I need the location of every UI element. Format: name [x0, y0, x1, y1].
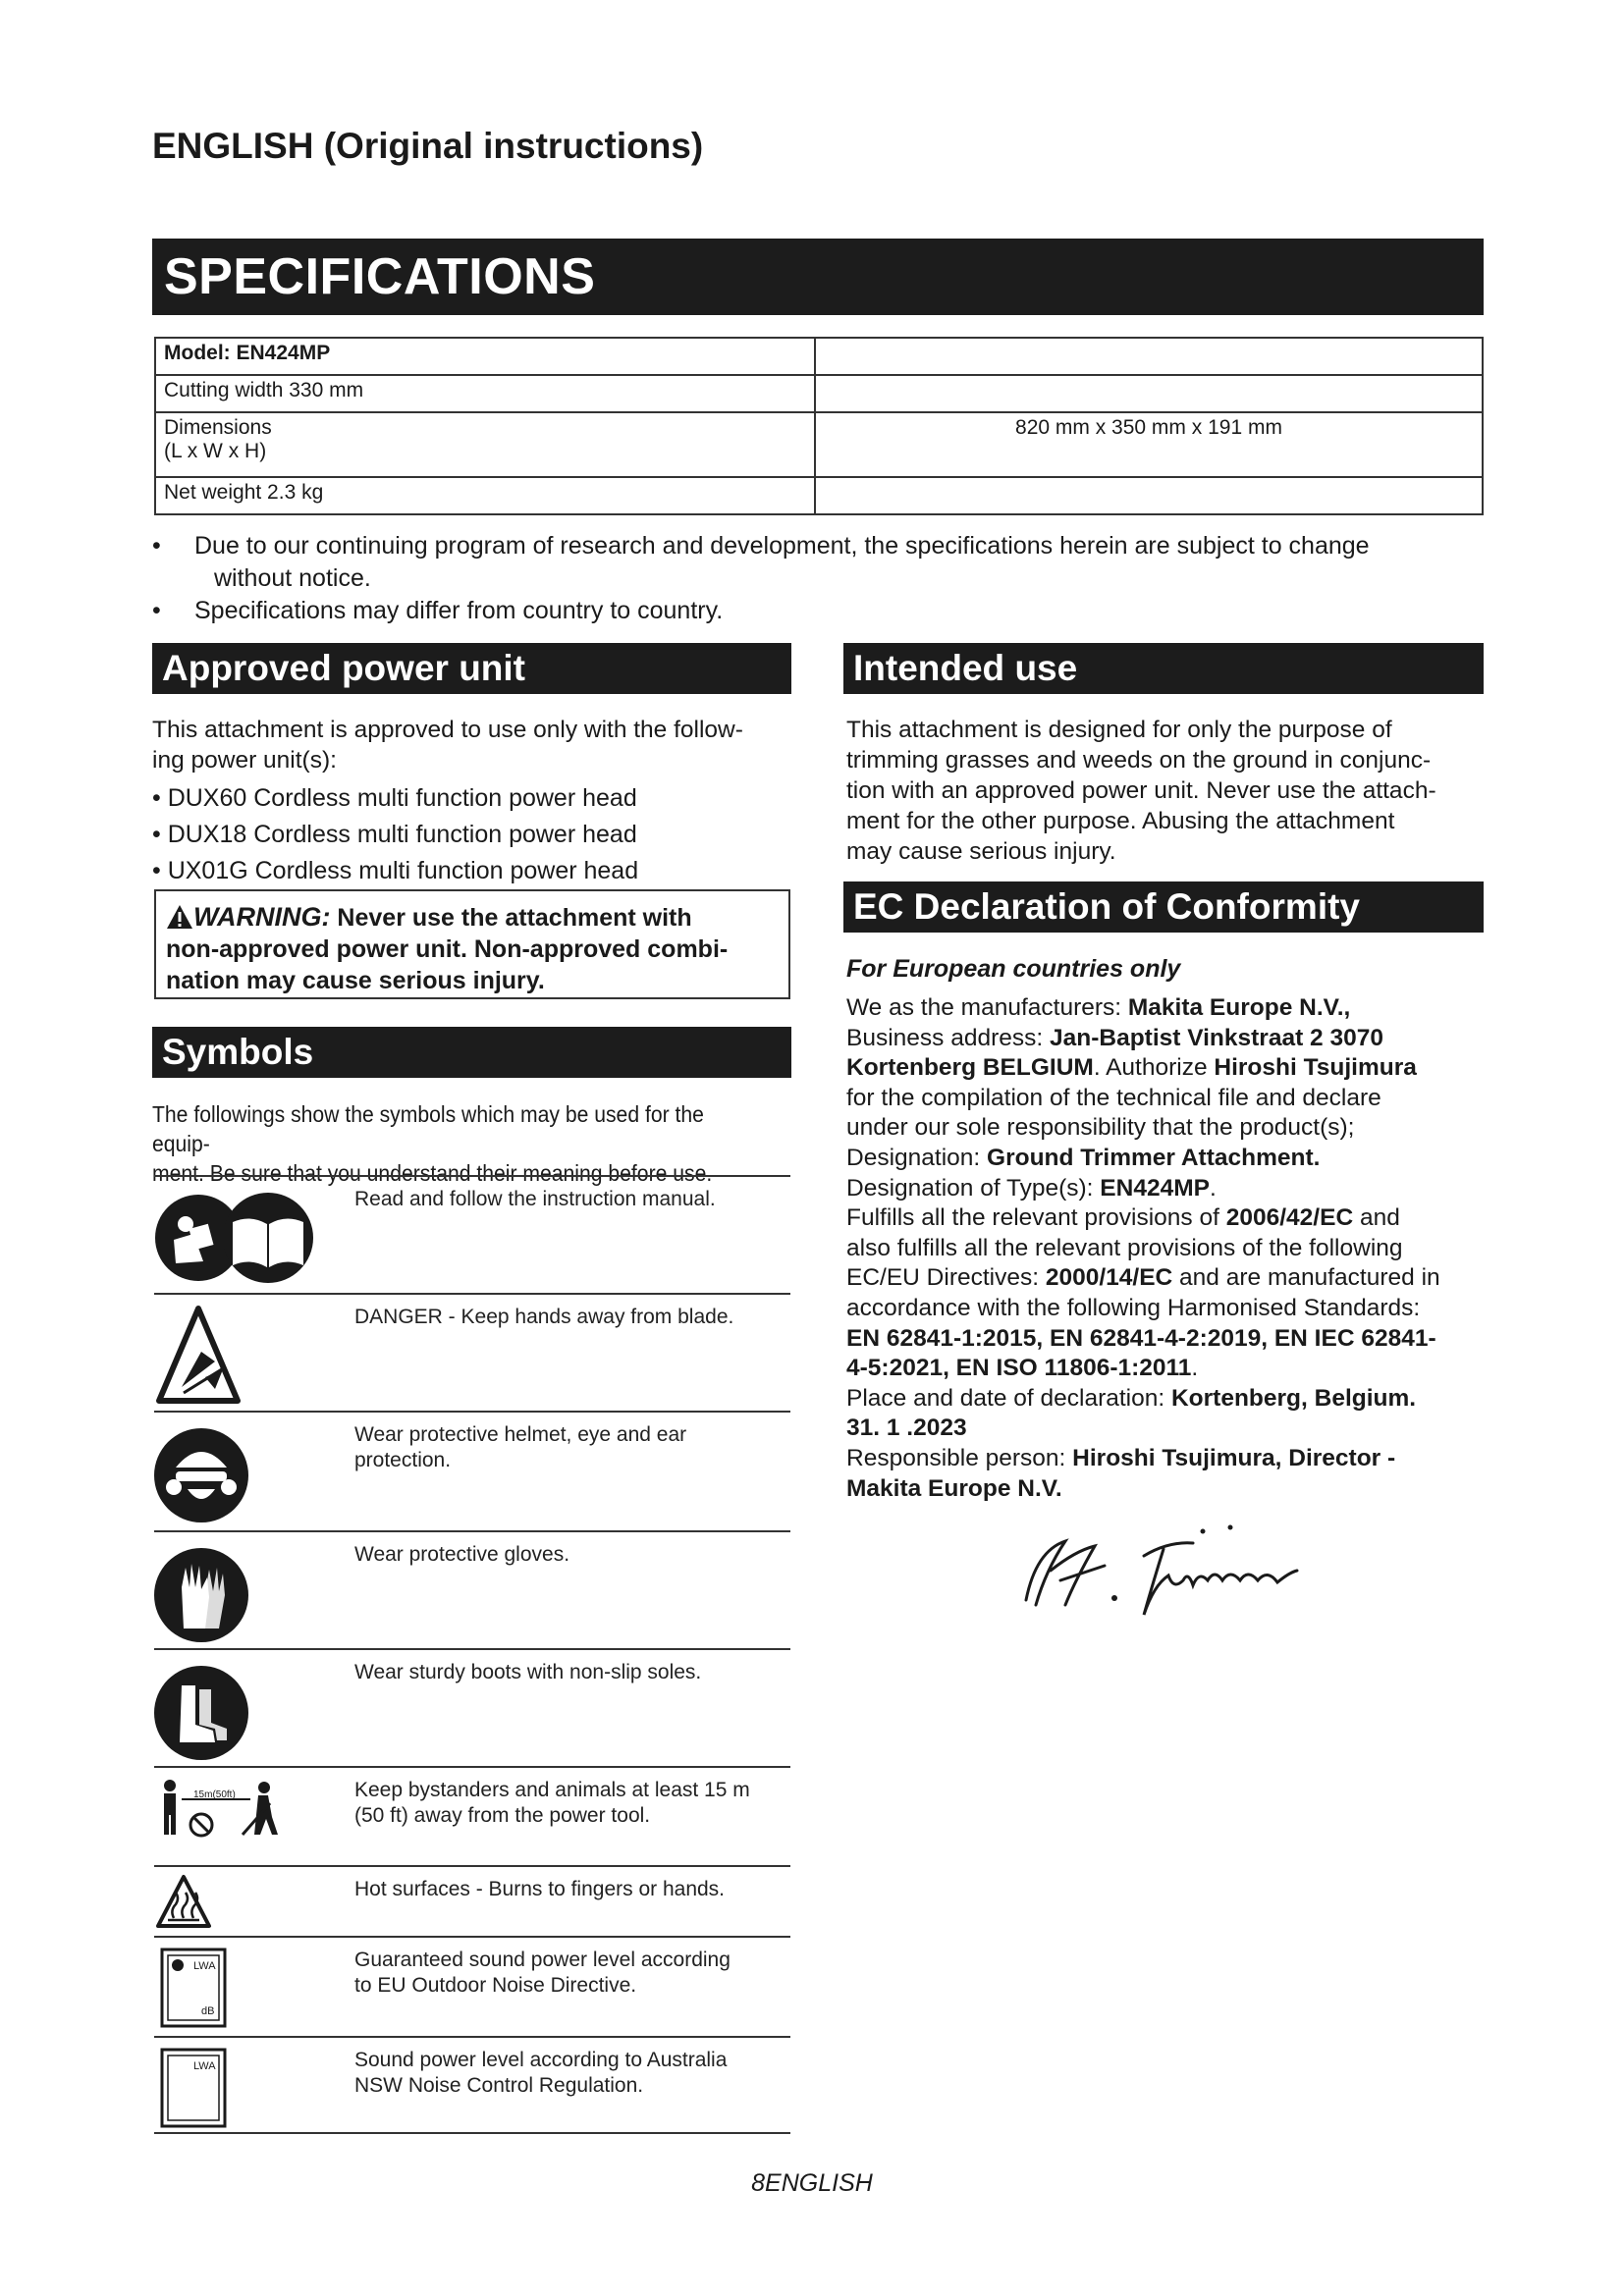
symbol-line: protection. [354, 1449, 452, 1471]
spec-dimensions-label: Dimensions [164, 416, 272, 439]
text-line: Fulfills all the relevant provisions of [846, 1204, 1226, 1232]
symbol-line: NSW Noise Control Regulation. [354, 2074, 644, 2097]
text-line: trimming grasses and weeds on the ground in conjunc- [846, 747, 1432, 774]
text-line: This attachment is designed for only the purpose of [846, 717, 1392, 743]
approved-intro [152, 715, 800, 775]
specifications-table [154, 337, 1484, 515]
authorized-person: Hiroshi Tsujimura [1214, 1054, 1417, 1082]
spec-cutting-width: Cutting width 330 mm [155, 375, 815, 412]
symbol-line: Guaranteed sound power level according [354, 1949, 731, 1971]
table-row [155, 412, 1483, 477]
approved-intro-line: ing power unit(s): [152, 747, 337, 774]
symbol-line: Wear protective helmet, eye and ear [354, 1423, 687, 1446]
directive: 2006/42/EC [1225, 1204, 1354, 1232]
text-line: Business address: [846, 1024, 1050, 1051]
symbol-line: Wear protective gloves. [354, 1543, 570, 1566]
text-line: Designation: [846, 1144, 988, 1171]
warning-text: nation may cause serious injury. [166, 967, 545, 994]
db-label: dB [201, 2005, 215, 2017]
table-row [154, 1175, 790, 1293]
table-row [154, 2036, 790, 2134]
approved-power-unit-heading: Approved power unit [152, 643, 791, 694]
spec-net-weight: Net weight 2.3 kg [155, 477, 815, 514]
read-manual-icon [154, 1183, 351, 1291]
text-line: EC/EU Directives: [846, 1264, 1046, 1292]
text-line: ment for the other purpose. Abusing the attachment [846, 808, 1395, 834]
responsible-person: Makita Europe N.V. [846, 1474, 1062, 1502]
text-line: We as the manufacturers: [846, 994, 1128, 1021]
unit-name: DUX18 Cordless multi function power head [167, 821, 637, 848]
helmet-icon [154, 1418, 351, 1526]
lwa-label: LWA [193, 2060, 216, 2072]
text-line: Place and date of declaration: [846, 1384, 1171, 1412]
list-item [152, 530, 1484, 595]
page-footer: 8ENGLISH [751, 2169, 873, 2197]
table-row [154, 1766, 790, 1865]
symbol-description [354, 1422, 786, 1473]
list-item [152, 853, 638, 889]
harmonised-standards: 4-5:2021, EN ISO 11806-1:2011 [846, 1355, 1192, 1382]
text-line: and are manufactured in [1172, 1264, 1440, 1292]
symbol-line: DANGER - Keep hands away from blade. [354, 1306, 734, 1328]
table-row [154, 1411, 790, 1530]
symbol-description [354, 2048, 786, 2099]
designation: Ground Trimmer Attachment. [987, 1144, 1321, 1171]
symbol-line: to EU Outdoor Noise Directive. [354, 1974, 637, 1997]
text-line: . Authorize [1093, 1054, 1215, 1082]
table-row [155, 477, 1483, 514]
text-line: for the compilation of the technical file and declare [846, 1084, 1381, 1111]
symbols-intro-line: ment. Be sure that you understand their meaning before use. [152, 1160, 713, 1186]
symbol-description [354, 1660, 786, 1685]
text-line: under our sole responsibility that the product(s); [846, 1114, 1355, 1142]
spec-model-value [815, 338, 1483, 375]
symbol-description [354, 1305, 786, 1330]
manufacturer-name: Makita Europe N.V., [1127, 994, 1351, 1021]
note-line: Specifications may differ from country to country. [194, 597, 724, 624]
spec-net-weight-value [815, 477, 1483, 514]
table-row [154, 1865, 790, 1936]
business-address: Kortenberg BELGIUM [846, 1054, 1094, 1082]
page-language-title: ENGLISH (Original instructions) [152, 126, 704, 166]
spec-dimensions-value: 820 mm x 350 mm x 191 mm [815, 412, 1483, 477]
symbols-table [154, 1175, 790, 2134]
business-address: Jan-Baptist Vinkstraat 2 3070 [1050, 1024, 1383, 1051]
note-line: without notice. [214, 564, 371, 592]
symbol-line: Hot surfaces - Burns to fingers or hands. [354, 1878, 726, 1900]
list-item [152, 817, 638, 853]
text-line: Designation of Type(s): [846, 1174, 1101, 1201]
list-item [152, 595, 1484, 627]
sound-level-au-icon [154, 2044, 351, 2132]
note-line: Due to our continuing program of research and development, the specifications herein are subject to change [194, 532, 1370, 560]
ec-declaration-heading: EC Declaration of Conformity [843, 881, 1484, 933]
table-row [154, 1293, 790, 1411]
symbol-description [354, 1542, 786, 1568]
intended-use-text [846, 715, 1485, 867]
symbol-description [354, 1187, 786, 1212]
boots-icon [154, 1656, 351, 1764]
blade-danger-icon [154, 1301, 351, 1409]
warning-label: WARNING: [193, 902, 331, 932]
symbols-intro-line: The followings show the symbols which may be used for the equip- [152, 1101, 704, 1156]
bystanders-icon [154, 1774, 351, 1862]
symbol-line: (50 ft) away from the power tool. [354, 1804, 651, 1827]
unit-name: DUX60 Cordless multi function power head [167, 784, 637, 812]
distance-label: 15m(50ft) [193, 1789, 236, 1800]
table-row [154, 1530, 790, 1648]
symbols-heading: Symbols [152, 1027, 791, 1078]
table-row [154, 1936, 790, 2036]
spec-dimensions [155, 412, 815, 477]
declaration-place: Kortenberg, Belgium. [1170, 1384, 1417, 1412]
warning-text: non-approved power unit. Non-approved combi- [166, 935, 729, 963]
specifications-heading: SPECIFICATIONS [152, 239, 1484, 315]
text-line: accordance with the following Harmonised Standards: [846, 1294, 1421, 1321]
table-row [154, 1648, 790, 1766]
signature [1006, 1512, 1330, 1629]
spec-notes [152, 530, 1484, 627]
spec-model: Model: EN424MP [155, 338, 815, 375]
directive: 2000/14/EC [1045, 1264, 1173, 1292]
sound-level-eu-icon [154, 1944, 351, 2032]
symbol-description [354, 1948, 786, 1999]
symbol-line: Read and follow the instruction manual. [354, 1188, 716, 1210]
approved-unit-list [152, 780, 638, 889]
warning-box [154, 889, 790, 999]
spec-dimensions-sub: (L x W x H) [164, 440, 267, 462]
intended-use-heading: Intended use [843, 643, 1484, 694]
text-line: may cause serious injury. [846, 838, 1116, 865]
table-row [155, 338, 1483, 375]
type-designation: EN424MP [1100, 1174, 1210, 1201]
gloves-icon [154, 1538, 351, 1646]
declaration-date: 31. 1 .2023 [846, 1415, 967, 1442]
ec-declaration-text: We as the manufacturers: Makita Europe N.V., Business address: Jan-Baptist Vinkstraat 2 3070 Kortenberg BELGIUM. Authorize Hiroshi Tsujimura for the compilation of the technical file and declare under our sole responsibility that the product(s); Designation: Ground Trimmer Attachment. Designation of Type(s): EN424MP. Fulfills all the relevant provisions of 2006/42/EC and also fulfills all the relevant provisions of the following EC/EU Directives: 2000/14/EC and are manufactured in accordance with the following Harmonised Standards: EN 62841-1:2015, EN 62841-4-2:2019, EN IEC 62841- 4-5:2021, EN ISO 11806-1:2011. Place and date of declaration: Kortenberg, Belgium. 31. 1 .2023 Responsible person: Hiroshi Tsujimura, Director - Makita Europe N.V. [846, 994, 1440, 1502]
symbol-line: Sound power level according to Australia [354, 2049, 728, 2071]
approved-intro-line: This attachment is approved to use only with the follow- [152, 717, 743, 743]
symbol-description [354, 1778, 786, 1829]
ec-subtitle: For European countries only [846, 955, 1181, 983]
list-item [152, 780, 638, 817]
responsible-person: Hiroshi Tsujimura, Director - [1072, 1444, 1396, 1471]
text-line: tion with an approved power unit. Never use the attach- [846, 777, 1436, 804]
warning-triangle-icon [166, 904, 193, 930]
warning-text: Never use the attachment with [330, 904, 692, 932]
text-line: also fulfills all the relevant provisions of the following [846, 1234, 1403, 1261]
spec-cutting-width-value [815, 375, 1483, 412]
harmonised-standards: EN 62841-1:2015, EN 62841-4-2:2019, EN IEC 62841- [846, 1324, 1436, 1352]
symbol-line: Wear sturdy boots with non-slip soles. [354, 1661, 702, 1683]
hot-surface-icon [154, 1873, 351, 1932]
unit-name: UX01G Cordless multi function power head [167, 857, 639, 884]
table-row [155, 375, 1483, 412]
lwa-label: LWA [193, 1960, 216, 1972]
symbol-description [354, 1877, 786, 1902]
text-line: Responsible person: [846, 1444, 1073, 1471]
symbol-line: Keep bystanders and animals at least 15 m [354, 1779, 750, 1801]
text-line: and [1353, 1204, 1400, 1232]
